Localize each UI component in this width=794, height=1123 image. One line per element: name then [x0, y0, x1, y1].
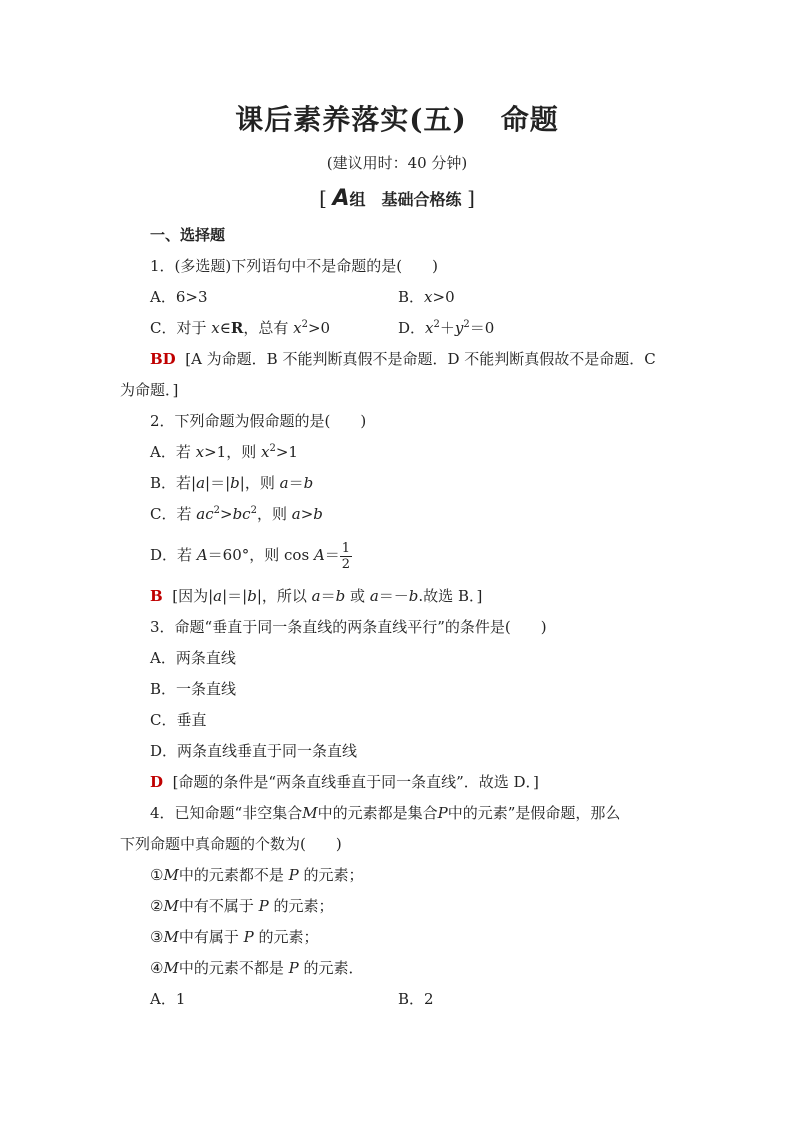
- title-main: 课后素养落实(五): [235, 103, 467, 136]
- q2-option-a: A．若 x>1，则 $x^2>1$: [150, 443, 298, 461]
- q4-item-4: ④M中的元素不都是 P 的元素．: [150, 959, 364, 977]
- q4-item-2: ②M中有不属于 P 的元素；: [150, 897, 334, 915]
- q3-option-d: D．两条直线垂直于同一条直线: [150, 742, 358, 760]
- group-label: 组 基础合格练: [349, 190, 462, 209]
- group-bracket-open: [: [319, 186, 327, 210]
- q4-item-3: ③M中有属于 P 的元素；: [150, 928, 319, 946]
- title-topic: 命题: [500, 103, 559, 136]
- q3-option-b: B．一条直线: [150, 680, 237, 698]
- fraction-one-half: $\frac{1}{2}$: [341, 540, 351, 572]
- q1-option-c: C．对于 x∈R，总有 $x^2>0$: [150, 319, 331, 337]
- q2-answer-label: B: [150, 587, 163, 605]
- q3-option-a: A．两条直线: [150, 649, 236, 667]
- group-heading: [0, 186, 794, 211]
- group-letter: A: [332, 186, 350, 211]
- q2-option-b: B．若|a|＝|b|，则 a＝b: [150, 474, 314, 492]
- q1-explanation-cont: 为命题．]: [120, 381, 179, 399]
- q4-stem: 4．已知命题“非空集合M中的元素都是集合P中的元素”是假命题，那么: [150, 804, 621, 822]
- section-heading: 一、选择题: [150, 226, 226, 244]
- page-title: [0, 98, 794, 138]
- q1-stem: 1．(多选题)下列语句中不是命题的是( ): [150, 257, 438, 275]
- q4-option-a: A．1: [150, 990, 186, 1008]
- q4-option-b: B．2: [398, 990, 434, 1008]
- q3-explanation: [命题的条件是“两条直线垂直于同一条直线”．故选 D．]: [172, 773, 539, 791]
- q1-answer-label: BD: [150, 350, 176, 368]
- q2-option-c: C．若 $ac^2>bc^2$，则 a>b: [150, 505, 323, 523]
- q4-stem-cont: 下列命题中真命题的个数为( ): [120, 835, 342, 853]
- q1-option-d: D．$x^2+y^2=0$: [398, 319, 495, 337]
- q1-option-b: B．x>0: [398, 288, 455, 306]
- q1-explanation: [A 为命题．B 不能判断真假不是命题．D 不能判断真假故不是命题．C: [185, 350, 656, 368]
- q2-stem: 2．下列命题为假命题的是( ): [150, 412, 367, 430]
- q3-option-c: C．垂直: [150, 711, 207, 729]
- group-bracket-close: ]: [467, 186, 475, 210]
- q4-item-1: ①M中的元素都不是 P 的元素；: [150, 866, 364, 884]
- q3-answer-label: D: [150, 773, 164, 791]
- q2-option-d: D．若 A＝60°，则 cos A＝ $\frac{1}{2}$: [150, 540, 351, 572]
- q3-stem: 3．命题“垂直于同一条直线的两条直线平行”的条件是( ): [150, 618, 547, 636]
- q1-option-a: A．6>3: [150, 288, 208, 306]
- q3-answer: [150, 772, 539, 792]
- q1-answer: [150, 349, 656, 369]
- q2-answer: B [因为|a|＝|b|，所以 a＝b 或 a＝－b.故选 B．]: [150, 587, 483, 605]
- time-note: (建议用时：40 分钟): [326, 154, 468, 172]
